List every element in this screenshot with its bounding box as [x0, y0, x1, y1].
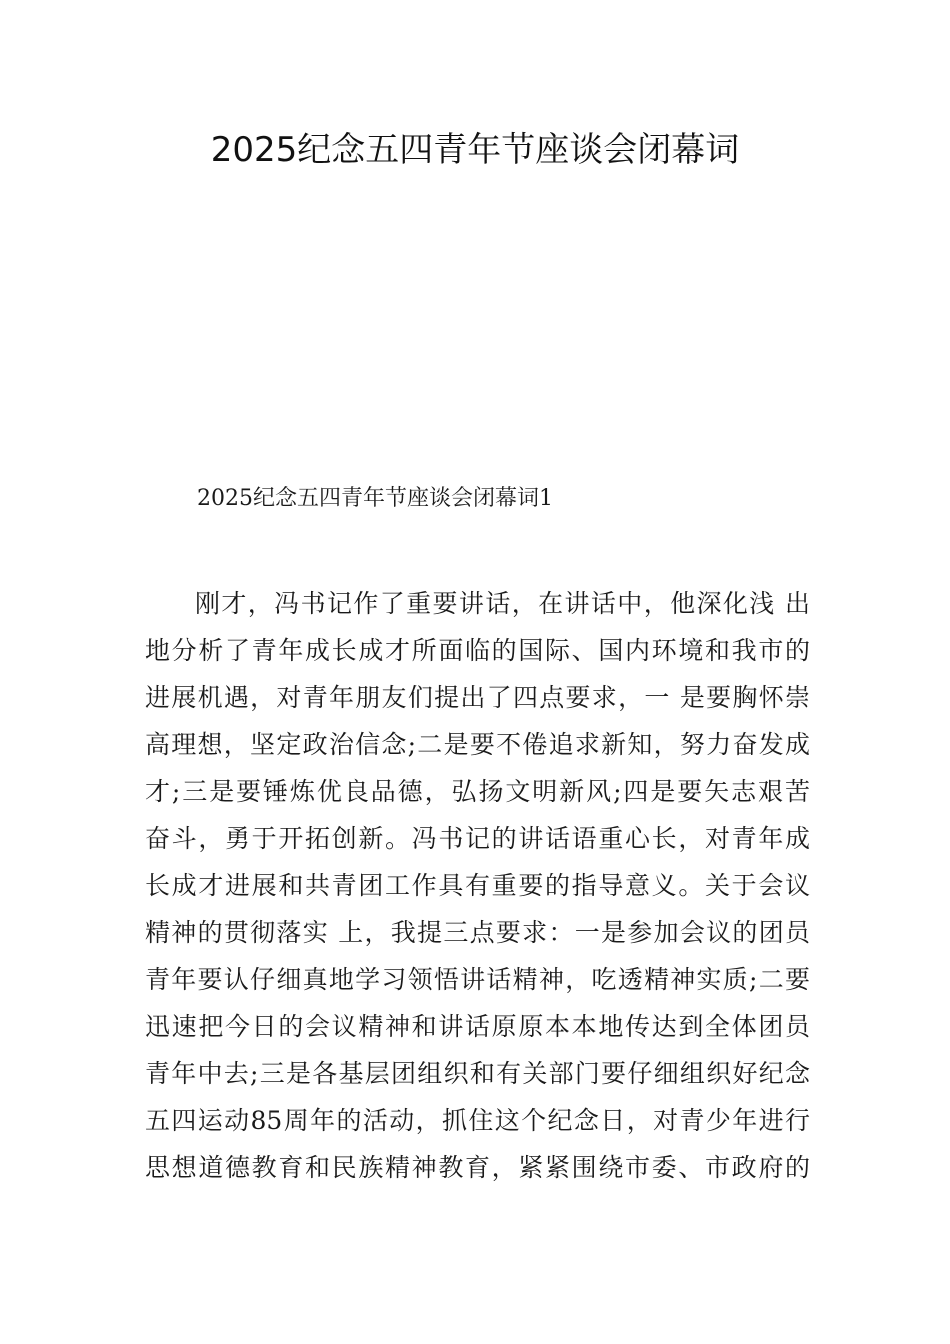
paragraph-line: 长成才进展和共青团工作具有重要的指导意义。关于会议	[145, 871, 810, 900]
paragraph-line: 精神的贯彻落实 上，我提三点要求：一是参加会议的团员	[145, 918, 810, 947]
paragraph-line: 才;三是要锤炼优良品德，弘扬文明新风;四是要矢志艰苦	[145, 777, 810, 806]
paragraph-line: 思想道德教育和民族精神教育，紧紧围绕市委、市政府的	[145, 1153, 810, 1182]
paragraph-line: 迅速把今日的会议精神和讲话原原本本地传达到全体团员	[145, 1012, 810, 1041]
body-paragraph	[145, 580, 810, 1191]
document-title: 2025纪念五四青年节座谈会闭幕词	[210, 130, 740, 170]
paragraph-line: 奋斗，勇于开拓创新。冯书记的讲话语重心长，对青年成	[145, 824, 810, 853]
paragraph-line: 刚才，冯书记作了重要讲话，在讲话中，他深化浅 出	[195, 589, 810, 618]
paragraph-line: 地分析了青年成长成才所面临的国际、国内环境和我市的	[145, 636, 810, 665]
paragraph-line: 青年要认仔细真地学习领悟讲话精神，吃透精神实质;二要	[145, 965, 810, 994]
paragraph-line: 高理想，坚定政治信念;二是要不倦追求新知，努力奋发成	[145, 730, 810, 759]
section-heading: 2025纪念五四青年节座谈会闭幕词1	[197, 486, 553, 511]
paragraph-line: 五四运动85周年的活动，抓住这个纪念日，对青少年进行	[145, 1106, 810, 1135]
paragraph-line: 青年中去;三是各基层团组织和有关部门要仔细组织好纪念	[145, 1059, 810, 1088]
paragraph-line: 进展机遇，对青年朋友们提出了四点要求，一 是要胸怀崇	[145, 683, 810, 712]
